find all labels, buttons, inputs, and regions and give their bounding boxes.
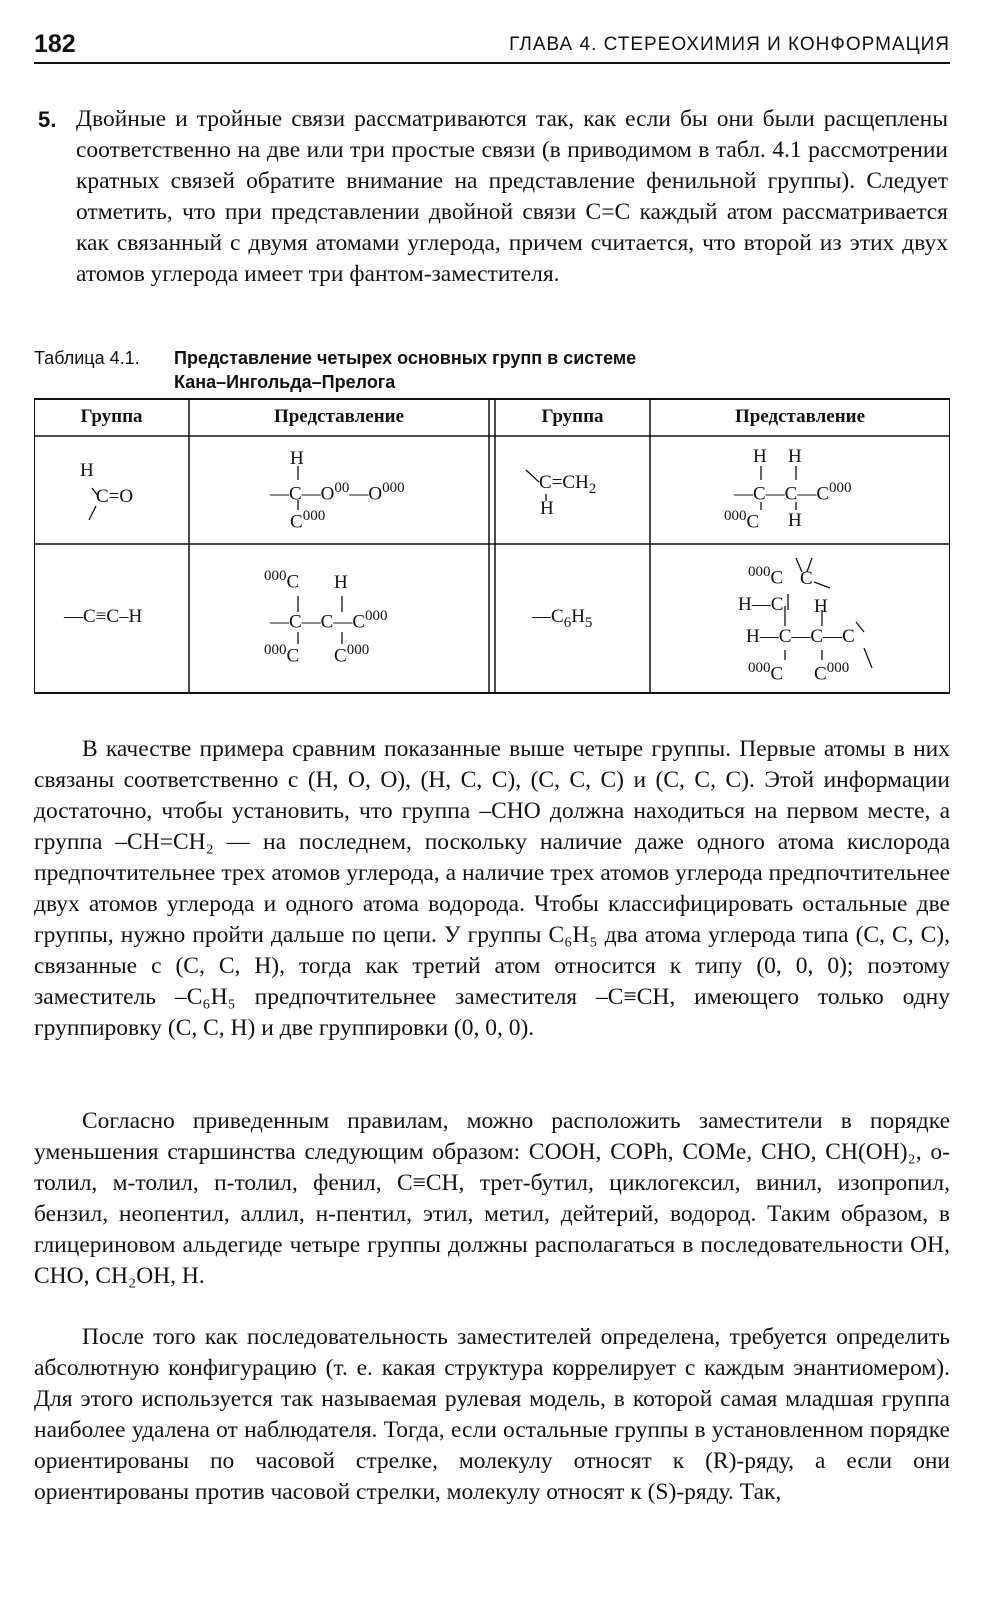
subscript: 2 <box>588 480 597 497</box>
atom-label: C <box>770 663 784 685</box>
phantom-superscript: 000 <box>724 508 747 524</box>
paragraph-comparison <box>34 734 950 1044</box>
atom-row: H—C—C—C <box>746 626 855 647</box>
atom-label: —C—C—C <box>270 611 366 633</box>
atom-label: H <box>334 572 348 593</box>
table-caption-title: Представление четырех основных групп в системе <box>174 348 637 368</box>
substituent-table <box>34 398 950 694</box>
page-header <box>34 22 950 64</box>
bond-line <box>856 622 864 632</box>
atom-label: H <box>80 460 94 481</box>
phantom-superscript: 000 <box>826 660 850 676</box>
running-head: ГЛАВА 4. СТЕРЕОХИМИЯ И КОНФОРМАЦИЯ <box>509 34 950 55</box>
bond-line <box>89 506 96 520</box>
atom-label: —C <box>532 606 564 627</box>
atom-row <box>748 660 783 685</box>
atom-row <box>724 508 759 533</box>
atom-label: H <box>788 510 802 531</box>
atom-label: C <box>290 511 303 533</box>
atom-label: C <box>814 663 827 685</box>
table-caption-title-line2: Кана–Ингольда–Прелога <box>174 372 396 392</box>
atom-label: =CH <box>551 472 589 493</box>
atom-label: H <box>814 596 828 617</box>
atom-label: H <box>540 498 554 519</box>
atom-label: H <box>571 606 585 627</box>
phantom-superscript: 00 <box>334 480 350 496</box>
atom-label: C <box>334 645 347 667</box>
atom-label: C <box>770 567 784 589</box>
atom-label: C <box>286 571 300 593</box>
bond-line <box>864 648 872 668</box>
table-caption <box>34 346 637 392</box>
atom-label: C <box>800 568 813 589</box>
phantom-superscript: 000 <box>264 642 287 658</box>
atom-row <box>264 642 299 667</box>
paragraph-text: Согласно приведенным правилам, можно расположить заместители в порядке уменьшения старшинства следующим образом: COOH, COPh, COMe, CHO, CH(OH)₂, о-толил, м-толил, п-толил, фенил, C≡CH, трет-бутил, циклогексил, винил, изопропил, бензил, неопентил, аллил, н-пентил, этил, метил, дейтерий, водород. Таким образом, в глицериновом альдегиде четыре группы должны располагаться в последовательности OH, CHO, CH₂OH, H. <box>34 1108 950 1289</box>
column-header-group-1: Группа <box>80 406 143 427</box>
paragraph-priority-order <box>34 1106 950 1292</box>
phantom-superscript: 000 <box>748 564 771 580</box>
atom-label: H—C <box>738 594 784 615</box>
paragraph-absolute-configuration <box>34 1322 950 1508</box>
atom-label: C <box>286 645 300 667</box>
subscript: 5 <box>584 614 593 631</box>
atom-row <box>334 642 369 667</box>
atom-label: C <box>746 511 760 533</box>
atom-row <box>270 480 405 505</box>
bond-line <box>526 470 539 482</box>
table-caption-label: Таблица 4.1. <box>34 348 140 368</box>
phantom-superscript: 000 <box>302 508 326 524</box>
atom-label: C=O <box>96 486 134 507</box>
atom-label: —O <box>349 483 383 505</box>
alkyne-group-formula: —C≡C–H <box>64 606 143 627</box>
column-header-representation-1: Представление <box>273 406 405 427</box>
atom-label: H <box>788 446 802 467</box>
phantom-superscript: 000 <box>365 608 388 624</box>
paragraph-text: В качестве примера сравним показанные выше четыре группы. Первые атомы в них связаны соответственно с (H, O, O), (H, C, C), (C, C, C) и (C, C, C). Этой информации достаточно, чтобы установить, что группа –CHO должна находиться на первом месте, а группа –CH=CH₂ — на последнем, поскольку наличие даже одного атома кислорода предпочтительнее трех атомов углерода, а наличие трех атомов углерода предпочтительнее двух атомов углерода и одного атома водорода. Чтобы классифицировать остальные две группы, нужно пройти дальше по цепи. У группы C₆H₅ два атома углерода типа (C, C, C), связанные с (C, C, H), тогда как третий атом относится к типу (0, 0, 0); поэтому заместитель –C₆H₅ предпочтительнее заместителя –C≡CH, имеющего только одну группировку (C, C, H) и две группировки (0, 0, 0). <box>34 736 950 1041</box>
atom-row <box>814 660 849 685</box>
paragraph-text: После того как последовательность заместителей определена, требуется определить абсолютную конфигурацию (т. е. какая структура коррелирует с каждым энантиомером). Для этого используется так называемая рулевая модель, в которой самая младшая группа наиболее удалена от наблюдателя. Тогда, если остальные группы в установленном порядке ориентированы по часовой стрелке, молекулу относят к (R)-ряду, а если они ориентированы против часовой стрелки, молекулу относят к (S)-ряду. Так, <box>34 1324 950 1505</box>
atom-row <box>290 508 325 533</box>
phantom-superscript: 000 <box>264 568 287 584</box>
page-number: 182 <box>34 30 76 58</box>
table-grid <box>34 398 950 694</box>
atom-label: H <box>290 448 304 469</box>
list-item-text: Двойные и тройные связи рассматриваются так, как если бы они были расщеплены соответственно на две или три простые связи (в приводимом в табл. 4.1 рассмотрении кратных связей обратите внимание на представление фенильной группы). Следует отметить, что при представлении двойной связи C=C каждый атом рассматривается как связанный с двумя атомами углерода, причем считается, что второй из этих двух атомов углерода имеет три фантом-заместителя. <box>76 106 948 287</box>
atom-row <box>748 564 783 589</box>
atom-row <box>270 608 388 633</box>
atom-label: —C—C—C <box>734 483 830 505</box>
list-item-5 <box>38 104 948 290</box>
column-header-representation-2: Представление <box>734 406 866 427</box>
phantom-superscript: 000 <box>748 660 771 676</box>
bond-line <box>814 582 830 588</box>
phenyl-group-formula <box>532 606 592 632</box>
subscript: 6 <box>563 614 572 631</box>
atom-row <box>264 568 299 593</box>
atom-row <box>539 472 596 498</box>
list-item-number: 5. <box>38 107 57 132</box>
phantom-superscript: 000 <box>829 480 852 496</box>
phantom-superscript: 000 <box>382 480 405 496</box>
atom-label: H <box>753 446 767 467</box>
atom-label: —C—O <box>270 483 335 505</box>
phantom-superscript: 000 <box>346 642 370 658</box>
atom-label: C <box>539 472 552 493</box>
column-header-group-2: Группа <box>541 406 604 427</box>
atom-row <box>734 480 852 505</box>
